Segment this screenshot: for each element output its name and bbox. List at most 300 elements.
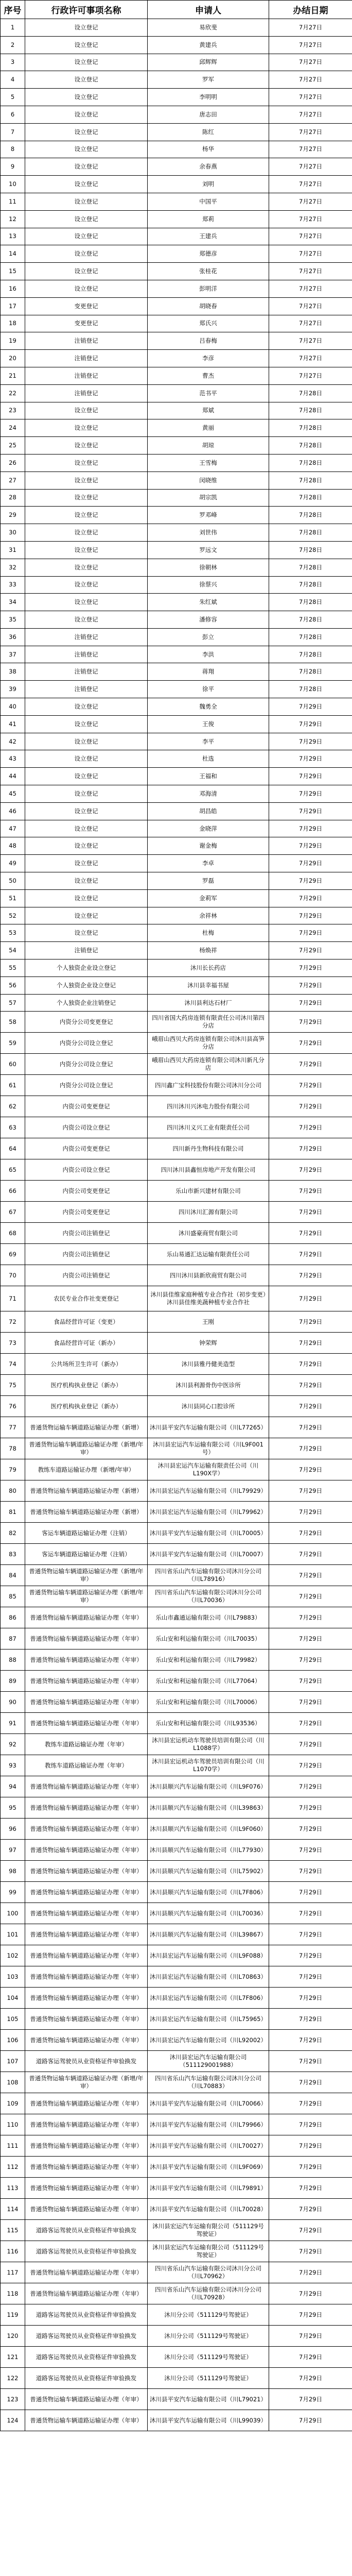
table-row (1, 158, 352, 176)
cell-applicant: 胡晓春 (148, 297, 269, 315)
cell-applicant: 徐蔡兴 (148, 576, 269, 594)
table-row (1, 2030, 352, 2051)
cell-permit-item: 设立登记 (25, 507, 148, 524)
cell-index: 43 (1, 750, 25, 768)
cell-permit-item: 注销登记 (25, 646, 148, 663)
cell-permit-item: 普通货物运输车辆道路运输证办理（年审） (25, 1649, 148, 1671)
table-row (1, 1586, 352, 1607)
table-row (1, 1544, 352, 1565)
table-row (1, 1375, 352, 1396)
table-row (1, 1202, 352, 1223)
cell-index: 3 (1, 54, 25, 71)
cell-applicant: 四川新丹生物科技有限公司 (148, 1138, 269, 1159)
table-row (1, 1417, 352, 1438)
table-row (1, 315, 352, 332)
cell-index: 34 (1, 594, 25, 611)
cell-completion-date: 7月29日 (269, 837, 352, 855)
table-row (1, 2368, 352, 2389)
cell-index: 58 (1, 1012, 25, 1033)
cell-applicant: 沐川县同心口腔诊所 (148, 1396, 269, 1417)
cell-applicant: 杜选 (148, 750, 269, 768)
cell-applicant: 罗军 (148, 71, 269, 89)
cell-index: 7 (1, 123, 25, 141)
cell-applicant: 沐川县宏运汽车运输有限公司（511129号驾驶证） (148, 2220, 269, 2241)
cell-applicant: 四川省乐山汽车运输有限公司沐川分公司（川L70962） (148, 2262, 269, 2283)
cell-completion-date: 7月29日 (269, 1966, 352, 1988)
cell-applicant: 四川沐川县鑫恒房地产开发有限公司 (148, 1159, 269, 1181)
cell-permit-item: 设立登记 (25, 489, 148, 507)
cell-permit-item: 注销登记 (25, 384, 148, 402)
cell-applicant: 张桂花 (148, 263, 269, 280)
cell-applicant: 朱红斌 (148, 594, 269, 611)
table-header-row (1, 1, 352, 19)
table-row (1, 1033, 352, 1054)
cell-index: 19 (1, 332, 25, 350)
table-row (1, 1159, 352, 1181)
cell-permit-item: 内资分公司设立登记 (25, 1075, 148, 1096)
cell-completion-date: 7月29日 (269, 802, 352, 820)
cell-applicant: 峨眉山西贝大药房连锁有限公司沐川县高笋分店 (148, 1033, 269, 1054)
table-row (1, 715, 352, 733)
cell-completion-date: 7月29日 (269, 976, 352, 994)
cell-applicant: 沐川县顺兴汽车运输有限公司（川L75902） (148, 1861, 269, 1882)
cell-completion-date: 7月29日 (269, 2304, 352, 2326)
cell-applicant: 沐川县宏运机动车驾驶员培训有限公司（川L1070学） (148, 1755, 269, 1776)
table-row (1, 2199, 352, 2220)
cell-index: 53 (1, 924, 25, 942)
cell-permit-item: 设立登记 (25, 419, 148, 437)
cell-index: 4 (1, 71, 25, 89)
table-row (1, 646, 352, 663)
cell-permit-item: 普通货物运输车辆道路运输证办理（年审） (25, 2135, 148, 2157)
cell-completion-date: 7月29日 (269, 2093, 352, 2114)
cell-permit-item: 普通货物运输车辆道路运输证办理（新增/年审） (25, 2072, 148, 2093)
cell-permit-item: 设立登记 (25, 71, 148, 89)
cell-completion-date: 7月29日 (269, 2220, 352, 2241)
table-row (1, 611, 352, 629)
table-row (1, 907, 352, 924)
table-row (1, 994, 352, 1012)
cell-completion-date: 7月29日 (269, 1924, 352, 1945)
cell-permit-item: 设立登记 (25, 872, 148, 890)
cell-index: 118 (1, 2283, 25, 2304)
cell-applicant: 刘世伟 (148, 524, 269, 542)
table-row (1, 2220, 352, 2241)
cell-index: 51 (1, 889, 25, 907)
table-row (1, 768, 352, 785)
table-row (1, 210, 352, 228)
cell-permit-item: 普通货物运输车辆道路运输证办理（年审） (25, 1861, 148, 1882)
cell-permit-item: 道路客运驾驶员从业资格证件审验换发 (25, 2051, 148, 2072)
table-row (1, 263, 352, 280)
cell-permit-item: 内资公司变更登记 (25, 1138, 148, 1159)
cell-completion-date: 7月29日 (269, 715, 352, 733)
cell-applicant: 曹杰 (148, 367, 269, 384)
cell-completion-date: 7月28日 (269, 576, 352, 594)
cell-index: 40 (1, 698, 25, 716)
table-row (1, 437, 352, 454)
cell-index: 8 (1, 141, 25, 158)
table-row (1, 1988, 352, 2009)
cell-applicant: 王俊 (148, 715, 269, 733)
cell-completion-date: 7月28日 (269, 489, 352, 507)
cell-completion-date: 7月28日 (269, 611, 352, 629)
table-row (1, 959, 352, 977)
table-row (1, 193, 352, 210)
cell-completion-date: 7月28日 (269, 646, 352, 663)
cell-completion-date: 7月29日 (269, 1713, 352, 1734)
cell-completion-date: 7月29日 (269, 2283, 352, 2304)
cell-index: 92 (1, 1734, 25, 1755)
cell-index: 47 (1, 820, 25, 837)
table-body (1, 19, 352, 2431)
table-row (1, 541, 352, 559)
cell-completion-date: 7月29日 (269, 1075, 352, 1096)
cell-completion-date: 7月29日 (269, 1375, 352, 1396)
cell-permit-item: 变更登记 (25, 297, 148, 315)
table-row (1, 1054, 352, 1075)
cell-index: 105 (1, 2009, 25, 2030)
cell-permit-item: 教练车道路运输证办理（年审） (25, 1734, 148, 1755)
table-row (1, 1502, 352, 1523)
cell-permit-item: 内资公司注销登记 (25, 1244, 148, 1265)
cell-completion-date: 7月28日 (269, 472, 352, 489)
cell-applicant: 杨华 (148, 141, 269, 158)
cell-applicant: 乐山安和利运输有限公司（川L77064） (148, 1671, 269, 1692)
cell-applicant: 沐川县顺兴汽车运输有限公司（川L9F076） (148, 1776, 269, 1797)
cell-permit-item: 设立登记 (25, 820, 148, 837)
table-row (1, 489, 352, 507)
table-row (1, 2051, 352, 2072)
cell-completion-date: 7月27日 (269, 54, 352, 71)
table-row (1, 2135, 352, 2157)
cell-permit-item: 普通货物运输车辆道路运输证办理（年审） (25, 1903, 148, 1924)
cell-applicant: 沐川县顺兴汽车运输有限公司（川L70036） (148, 1903, 269, 1924)
cell-index: 103 (1, 1966, 25, 1988)
cell-index: 122 (1, 2368, 25, 2389)
cell-completion-date: 7月29日 (269, 1544, 352, 1565)
table-row (1, 837, 352, 855)
table-row (1, 1734, 352, 1755)
cell-completion-date: 7月29日 (269, 1988, 352, 2009)
cell-permit-item: 普通货物运输车辆道路运输证办理（年审） (25, 1988, 148, 2009)
cell-permit-item: 注销登记 (25, 628, 148, 646)
cell-applicant: 乐山市新兴建材有限公司 (148, 1181, 269, 1202)
cell-applicant: 峨眉山西贝大药房连锁有限公司沐川新凡分店 (148, 1054, 269, 1075)
cell-completion-date: 7月27日 (269, 350, 352, 367)
cell-permit-item: 变更登记 (25, 315, 148, 332)
cell-completion-date: 7月29日 (269, 1671, 352, 1692)
cell-applicant: 郑斌 (148, 402, 269, 419)
cell-applicant: 沐川长长药店 (148, 959, 269, 977)
cell-permit-item: 注销登记 (25, 681, 148, 698)
cell-completion-date: 7月29日 (269, 750, 352, 768)
table-row (1, 1333, 352, 1354)
cell-completion-date: 7月28日 (269, 419, 352, 437)
cell-applicant: 沐川县宏运汽车运输有限公司（川L7F806） (148, 1988, 269, 2009)
cell-index: 11 (1, 193, 25, 210)
cell-completion-date: 7月29日 (269, 1628, 352, 1649)
cell-index: 111 (1, 2135, 25, 2157)
cell-index: 78 (1, 1438, 25, 1459)
table-row (1, 1713, 352, 1734)
cell-permit-item: 普通货物运输车辆道路运输证办理（年审） (25, 1797, 148, 1819)
cell-completion-date: 7月29日 (269, 1396, 352, 1417)
cell-applicant: 李洪 (148, 646, 269, 663)
table-row (1, 1945, 352, 1966)
cell-index: 114 (1, 2199, 25, 2220)
cell-applicant: 沐川县宏运汽车运输有限公司（川L79962） (148, 1502, 269, 1523)
cell-index: 42 (1, 733, 25, 750)
cell-index: 98 (1, 1861, 25, 1882)
cell-completion-date: 7月29日 (269, 1480, 352, 1502)
cell-index: 39 (1, 681, 25, 698)
cell-index: 120 (1, 2326, 25, 2347)
table-row (1, 855, 352, 872)
cell-permit-item: 普通货物运输车辆道路运输证办理（新增） (25, 1502, 148, 1523)
cell-completion-date: 7月29日 (269, 1819, 352, 1840)
cell-applicant: 沐川县宏运汽车运输有限公司（川L92002） (148, 2030, 269, 2051)
table-row (1, 802, 352, 820)
cell-index: 63 (1, 1117, 25, 1138)
cell-index: 121 (1, 2347, 25, 2368)
cell-permit-item: 设立登记 (25, 123, 148, 141)
cell-index: 65 (1, 1159, 25, 1181)
cell-applicant: 沐川县幸福书屋 (148, 976, 269, 994)
cell-index: 88 (1, 1649, 25, 1671)
cell-applicant: 沐川县顺兴汽车运输有限公司（川L39863） (148, 1797, 269, 1819)
cell-completion-date: 7月29日 (269, 820, 352, 837)
cell-index: 101 (1, 1924, 25, 1945)
cell-applicant: 沐川盛豪商贸有限公司 (148, 1223, 269, 1244)
cell-permit-item: 设立登记 (25, 176, 148, 193)
cell-index: 36 (1, 628, 25, 646)
table-row (1, 89, 352, 106)
cell-permit-item: 普通货物运输车辆道路运输证办理（年审） (25, 2389, 148, 2410)
cell-applicant: 沐川县平安汽车运输有限公司（川L99039） (148, 2410, 269, 2431)
cell-applicant: 沐川县顺兴汽车运输有限公司（川L7F806） (148, 1882, 269, 1903)
cell-permit-item: 普通货物运输车辆道路运输证办理（年审） (25, 2093, 148, 2114)
cell-permit-item: 道路客运驾驶员从业资格证件审验换发 (25, 2304, 148, 2326)
table-row (1, 1223, 352, 1244)
cell-permit-item: 设立登记 (25, 19, 148, 37)
cell-permit-item: 注销登记 (25, 367, 148, 384)
cell-applicant: 王福和 (148, 768, 269, 785)
table-row (1, 71, 352, 89)
cell-permit-item: 设立登记 (25, 768, 148, 785)
table-row (1, 2326, 352, 2347)
cell-applicant: 徐平 (148, 681, 269, 698)
cell-permit-item: 设立登记 (25, 158, 148, 176)
cell-applicant: 乐山易通汇达运输有限责任公司 (148, 1244, 269, 1265)
cell-permit-item: 普通货物运输车辆道路运输证办理（年审） (25, 1840, 148, 1861)
cell-completion-date: 7月27日 (269, 36, 352, 54)
cell-permit-item: 农民专业合作社变更登记 (25, 1286, 148, 1311)
table-row (1, 402, 352, 419)
cell-completion-date: 7月29日 (269, 1502, 352, 1523)
cell-applicant: 胡宗凯 (148, 489, 269, 507)
cell-permit-item: 食品经营许可证（新办） (25, 1333, 148, 1354)
header-permit-item: 行政许可事项名称 (25, 1, 148, 19)
cell-completion-date: 7月29日 (269, 2389, 352, 2410)
cell-index: 29 (1, 507, 25, 524)
cell-completion-date: 7月28日 (269, 507, 352, 524)
cell-completion-date: 7月29日 (269, 1459, 352, 1480)
cell-applicant: 魏勇全 (148, 698, 269, 716)
cell-applicant: 沐川县平安汽车运输有限公司（川L77265） (148, 1417, 269, 1438)
cell-completion-date: 7月28日 (269, 541, 352, 559)
cell-index: 90 (1, 1692, 25, 1713)
cell-applicant: 胡昌皓 (148, 802, 269, 820)
cell-index: 31 (1, 541, 25, 559)
cell-completion-date: 7月29日 (269, 1311, 352, 1333)
cell-completion-date: 7月29日 (269, 924, 352, 942)
cell-permit-item: 内资公司变更登记 (25, 1202, 148, 1223)
cell-index: 23 (1, 402, 25, 419)
cell-index: 28 (1, 489, 25, 507)
cell-permit-item: 普通货物运输车辆道路运输证办理（年审） (25, 2114, 148, 2135)
cell-permit-item: 设立登记 (25, 750, 148, 768)
cell-completion-date: 7月29日 (269, 2157, 352, 2178)
cell-permit-item: 设立登记 (25, 54, 148, 71)
cell-permit-item: 普通货物运输车辆道路运输证办理（年审） (25, 2009, 148, 2030)
cell-completion-date: 7月27日 (269, 228, 352, 245)
cell-completion-date: 7月29日 (269, 2135, 352, 2157)
table-row (1, 1396, 352, 1417)
cell-index: 81 (1, 1502, 25, 1523)
cell-completion-date: 7月29日 (269, 2051, 352, 2072)
table-row (1, 2114, 352, 2135)
cell-permit-item: 普通货物运输车辆道路运输证办理（新增/年审） (25, 1565, 148, 1586)
cell-completion-date: 7月28日 (269, 437, 352, 454)
table-row (1, 733, 352, 750)
table-row (1, 1882, 352, 1903)
table-row (1, 141, 352, 158)
cell-completion-date: 7月29日 (269, 1776, 352, 1797)
table-row (1, 1480, 352, 1502)
table-row (1, 576, 352, 594)
cell-permit-item: 个人独资企业设立登记 (25, 959, 148, 977)
cell-index: 52 (1, 907, 25, 924)
cell-applicant: 沐川县平安汽车运输有限公司（川L70027） (148, 2135, 269, 2157)
cell-index: 89 (1, 1671, 25, 1692)
cell-applicant: 沐川县利源骨伤中医诊所 (148, 1375, 269, 1396)
cell-applicant: 彭立 (148, 628, 269, 646)
cell-applicant: 四川沐川兴沐电力股份有限公司 (148, 1096, 269, 1117)
cell-index: 30 (1, 524, 25, 542)
cell-applicant: 闵晓维 (148, 472, 269, 489)
cell-index: 72 (1, 1311, 25, 1333)
cell-completion-date: 7月29日 (269, 1096, 352, 1117)
cell-applicant: 沐川县宏运汽车运输有限公司（川L75965） (148, 2009, 269, 2030)
table-row (1, 2093, 352, 2114)
cell-permit-item: 内资公司变更登记 (25, 1096, 148, 1117)
cell-applicant: 沐川分公司（511129号驾驶证） (148, 2368, 269, 2389)
cell-applicant: 沐川县雅丹健美造型 (148, 1354, 269, 1375)
cell-permit-item: 内资分公司变更登记 (25, 1012, 148, 1033)
cell-completion-date: 7月29日 (269, 1586, 352, 1607)
cell-permit-item: 普通货物运输车辆道路运输证办理（年审） (25, 1882, 148, 1903)
cell-index: 49 (1, 855, 25, 872)
table-row (1, 2262, 352, 2283)
cell-completion-date: 7月28日 (269, 594, 352, 611)
cell-permit-item: 普通货物运输车辆道路运输证办理（年审） (25, 2199, 148, 2220)
cell-permit-item: 设立登记 (25, 89, 148, 106)
cell-index: 117 (1, 2262, 25, 2283)
cell-completion-date: 7月29日 (269, 889, 352, 907)
cell-permit-item: 设立登记 (25, 210, 148, 228)
cell-completion-date: 7月29日 (269, 1438, 352, 1459)
cell-applicant: 沐川分公司（511129号驾驶证） (148, 2347, 269, 2368)
table-row (1, 1861, 352, 1882)
cell-completion-date: 7月29日 (269, 1755, 352, 1776)
cell-index: 68 (1, 1223, 25, 1244)
table-row (1, 2410, 352, 2431)
cell-permit-item: 设立登记 (25, 611, 148, 629)
cell-applicant: 沐川分公司（511129号驾驶证） (148, 2326, 269, 2347)
cell-completion-date: 7月29日 (269, 1033, 352, 1054)
table-row (1, 1286, 352, 1311)
table-row (1, 384, 352, 402)
cell-permit-item: 普通货物运输车辆道路运输证办理（年审） (25, 2178, 148, 2199)
table-row (1, 419, 352, 437)
cell-completion-date: 7月29日 (269, 1692, 352, 1713)
table-row (1, 889, 352, 907)
cell-permit-item: 设立登记 (25, 855, 148, 872)
cell-index: 21 (1, 367, 25, 384)
cell-permit-item: 道路客运驾驶员从业资格证件审验换发 (25, 2326, 148, 2347)
cell-completion-date: 7月29日 (269, 1181, 352, 1202)
cell-index: 96 (1, 1819, 25, 1840)
table-row (1, 2347, 352, 2368)
cell-applicant: 余春燕 (148, 158, 269, 176)
cell-index: 75 (1, 1375, 25, 1396)
cell-index: 16 (1, 280, 25, 297)
cell-applicant: 沐川县宏运汽车运输有限公司（川L9F001号） (148, 1438, 269, 1459)
table-row (1, 19, 352, 37)
table-row (1, 1840, 352, 1861)
table-row (1, 1096, 352, 1117)
table-row (1, 2178, 352, 2199)
cell-permit-item: 医疗机构执业登记（新办） (25, 1396, 148, 1417)
table-row (1, 750, 352, 768)
cell-index: 56 (1, 976, 25, 994)
cell-permit-item: 普通货物运输车辆道路运输证办理（新增/年审） (25, 1438, 148, 1459)
cell-completion-date: 7月29日 (269, 1523, 352, 1544)
cell-index: 33 (1, 576, 25, 594)
cell-completion-date: 7月29日 (269, 1223, 352, 1244)
cell-completion-date: 7月29日 (269, 1882, 352, 1903)
cell-index: 18 (1, 315, 25, 332)
cell-applicant: 易欣斐 (148, 19, 269, 37)
cell-completion-date: 7月29日 (269, 1945, 352, 1966)
table-row (1, 1776, 352, 1797)
cell-permit-item: 设立登记 (25, 576, 148, 594)
cell-index: 10 (1, 176, 25, 193)
table-row (1, 1819, 352, 1840)
cell-applicant: 四川沐川县新欣商贸有限公司 (148, 1265, 269, 1286)
table-row (1, 1265, 352, 1286)
cell-permit-item: 道路客运驾驶员从业资格证件审验换发 (25, 2241, 148, 2262)
table-row (1, 628, 352, 646)
cell-completion-date: 7月29日 (269, 1649, 352, 1671)
cell-permit-item: 普通货物运输车辆道路运输证办理（年审） (25, 1692, 148, 1713)
cell-index: 123 (1, 2389, 25, 2410)
cell-completion-date: 7月29日 (269, 2262, 352, 2283)
cell-permit-item: 普通货物运输车辆道路运输证办理（新增） (25, 1417, 148, 1438)
cell-applicant: 乐山安和利运输有限公司（川L70006） (148, 1692, 269, 1713)
cell-completion-date: 7月29日 (269, 1417, 352, 1438)
